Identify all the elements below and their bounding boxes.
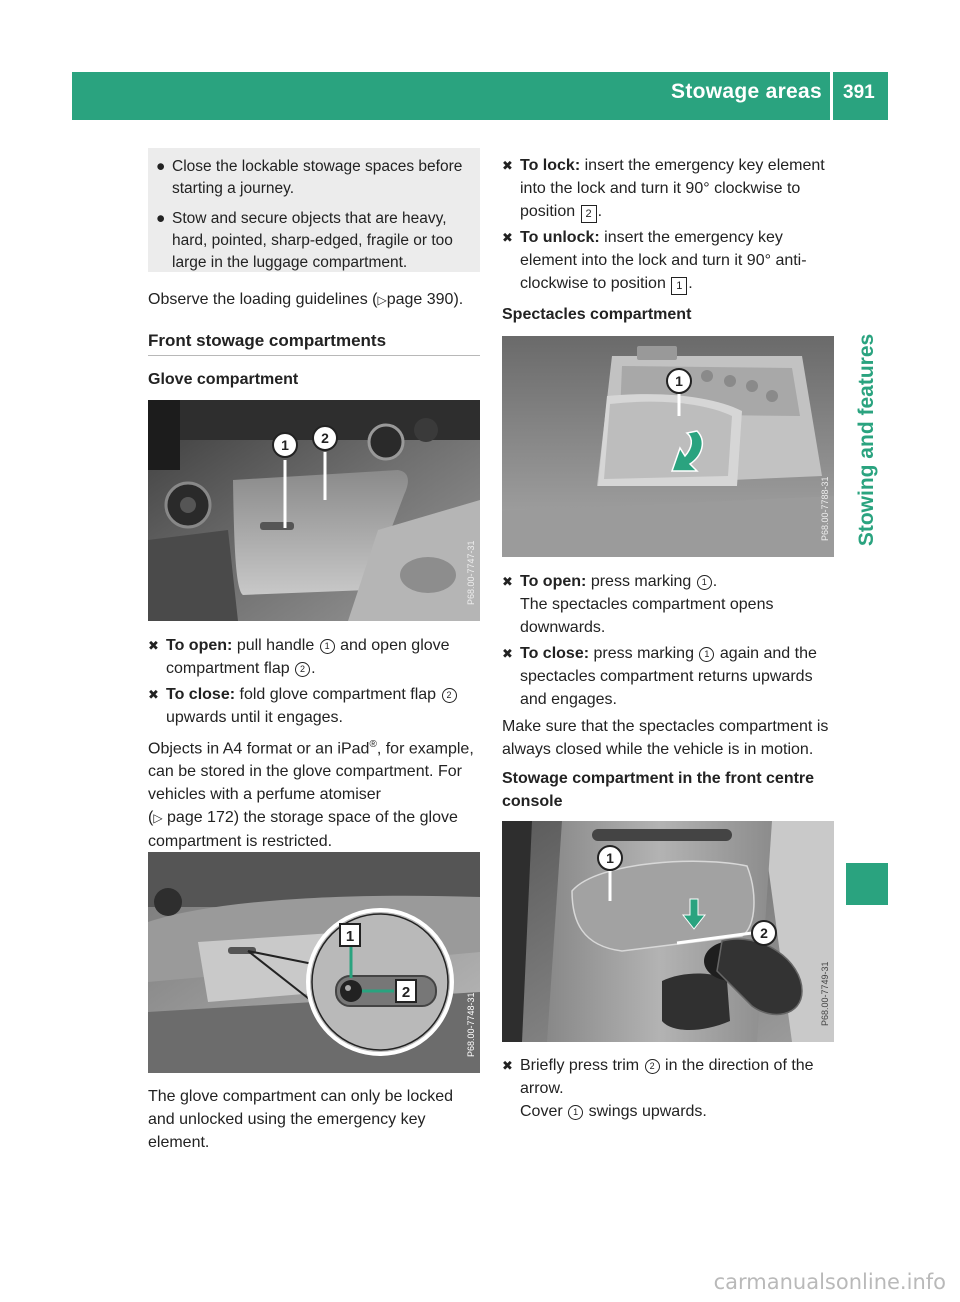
page-ref-arrow-icon: ▷ xyxy=(377,293,387,307)
svg-text:2: 2 xyxy=(321,430,329,446)
lock-paragraph: The glove compartment can only be locked and unlocked using the emergency key element. xyxy=(148,1088,454,1151)
header-divider xyxy=(830,72,833,120)
centre-console-photo xyxy=(502,821,834,1042)
marker-2-icon: 2 xyxy=(442,688,457,703)
image-code: P68.00-7747-31 xyxy=(466,540,476,605)
objects-paragraph: Objects in A4 format or an iPad®, for example, can be stored in the glove compartment. For vehicles with a perfume atomiser (▷ page 172) the storage space of the glove compartment is restricted. xyxy=(148,739,474,851)
spectacles-note: Make sure that the spectacles compartment is always closed while the vehicle is in motion. xyxy=(502,718,829,758)
subsection-heading: Glove compartment xyxy=(148,371,299,388)
step-arrow-icon: ✖ xyxy=(502,646,513,661)
centre-console-illustration xyxy=(502,821,834,1042)
marker-1-icon: 1 xyxy=(320,639,335,654)
watermark: carmanualsonline.info xyxy=(713,1270,946,1294)
svg-text:2: 2 xyxy=(760,925,768,941)
step-arrow-icon: ✖ xyxy=(502,230,513,245)
bullet-icon: ● xyxy=(156,210,166,227)
marker-2-icon: 2 xyxy=(295,662,310,677)
callout-1-icon xyxy=(667,369,691,393)
page-ref-link[interactable]: page 172) the storage space of the glove compartment is restricted. xyxy=(148,809,458,851)
step-list-console xyxy=(502,1054,834,1123)
svg-text:1: 1 xyxy=(345,928,355,945)
chapter-marker xyxy=(846,863,888,905)
subsection-heading: Stowage compartment in the front centre console xyxy=(502,770,815,810)
bullet-icon: ● xyxy=(156,158,166,175)
step-arrow-icon: ✖ xyxy=(148,638,159,653)
image-code: P68.00-7788-31 xyxy=(820,476,830,541)
image-code: P68.00-7748-31 xyxy=(466,992,476,1057)
step-arrow-icon: ✖ xyxy=(502,1058,513,1073)
section-heading: Front stowage compartments xyxy=(148,331,387,350)
image-code: P68.00-7749-31 xyxy=(820,961,830,1026)
marker-1-icon: 1 xyxy=(697,575,712,590)
callout-2-icon xyxy=(396,980,416,1002)
svg-text:1: 1 xyxy=(606,850,614,866)
callout-1-icon xyxy=(340,924,360,946)
page-ref-arrow-icon: ▷ xyxy=(153,811,163,826)
step-press-trim: ✖ Briefly press trim 2 in the direction of the arrow. Cover 1 swings upwards. xyxy=(502,1054,834,1123)
marker-1-icon: 1 xyxy=(699,647,714,662)
subsection-heading: Spectacles compartment xyxy=(502,306,692,323)
note-item: ● Stow and secure objects that are heavy, hard, pointed, sharp-edged, fragile or too large in the luggage compartment. xyxy=(156,210,453,271)
step-arrow-icon: ✖ xyxy=(502,574,513,589)
page-number: 391 xyxy=(843,82,875,103)
note-box xyxy=(148,148,480,272)
glove-lock-photo xyxy=(148,852,480,1073)
marker-2-icon: 2 xyxy=(645,1059,660,1074)
callout-2-icon xyxy=(752,921,776,945)
svg-text:1: 1 xyxy=(281,437,289,453)
chapter-side-tab[interactable] xyxy=(846,310,888,570)
svg-text:2: 2 xyxy=(401,984,411,1001)
note-item: ● Close the lockable stowage spaces before starting a journey. xyxy=(156,158,463,197)
step-close: ✖ To close: fold glove compartment flap 2 upwards until it engages. xyxy=(148,683,480,729)
step-list-glove xyxy=(148,634,480,853)
spectacles-compartment-illustration xyxy=(502,336,834,557)
glove-lock-illustration xyxy=(148,852,480,1073)
position-2-icon: 2 xyxy=(581,205,597,223)
svg-text:1: 1 xyxy=(675,373,683,389)
step-arrow-icon: ✖ xyxy=(502,158,513,173)
page-section-title: Stowage areas xyxy=(671,80,822,103)
glove-compartment-photo xyxy=(148,400,480,621)
chapter-side-tab-label: Stowing and features xyxy=(855,333,878,547)
step-lock: ✖ To lock: insert the emergency key element into the lock and turn it 90° clockwise to position 2 . xyxy=(502,154,834,223)
step-open: ✖ To open: pull handle 1 and open glove compartment flap 2 . xyxy=(148,634,480,680)
step-list-spectacles xyxy=(502,570,834,761)
glove-compartment-illustration xyxy=(148,400,480,621)
step-spectacles-open: ✖ To open: press marking 1 . The spectacles compartment opens downwards. xyxy=(502,570,834,639)
spectacles-compartment-photo xyxy=(502,336,834,557)
observe-paragraph: Observe the loading guidelines (▷page 390). xyxy=(148,291,464,308)
position-1-icon: 1 xyxy=(671,277,687,295)
section-rule xyxy=(148,355,480,356)
step-spectacles-close: ✖ To close: press marking 1 again and the spectacles compartment returns upwards and engages. xyxy=(502,642,834,711)
step-list-lock xyxy=(502,154,834,295)
step-unlock: ✖ To unlock: insert the emergency key element into the lock and turn it 90° anti-clockwise to position 1 . xyxy=(502,226,834,295)
callout-1-icon xyxy=(598,846,622,870)
callout-2-icon xyxy=(313,426,337,450)
marker-1-icon: 1 xyxy=(568,1105,583,1120)
page-ref-link[interactable]: page 390). xyxy=(386,291,464,308)
step-arrow-icon: ✖ xyxy=(148,687,159,702)
callout-1-icon xyxy=(273,433,297,457)
